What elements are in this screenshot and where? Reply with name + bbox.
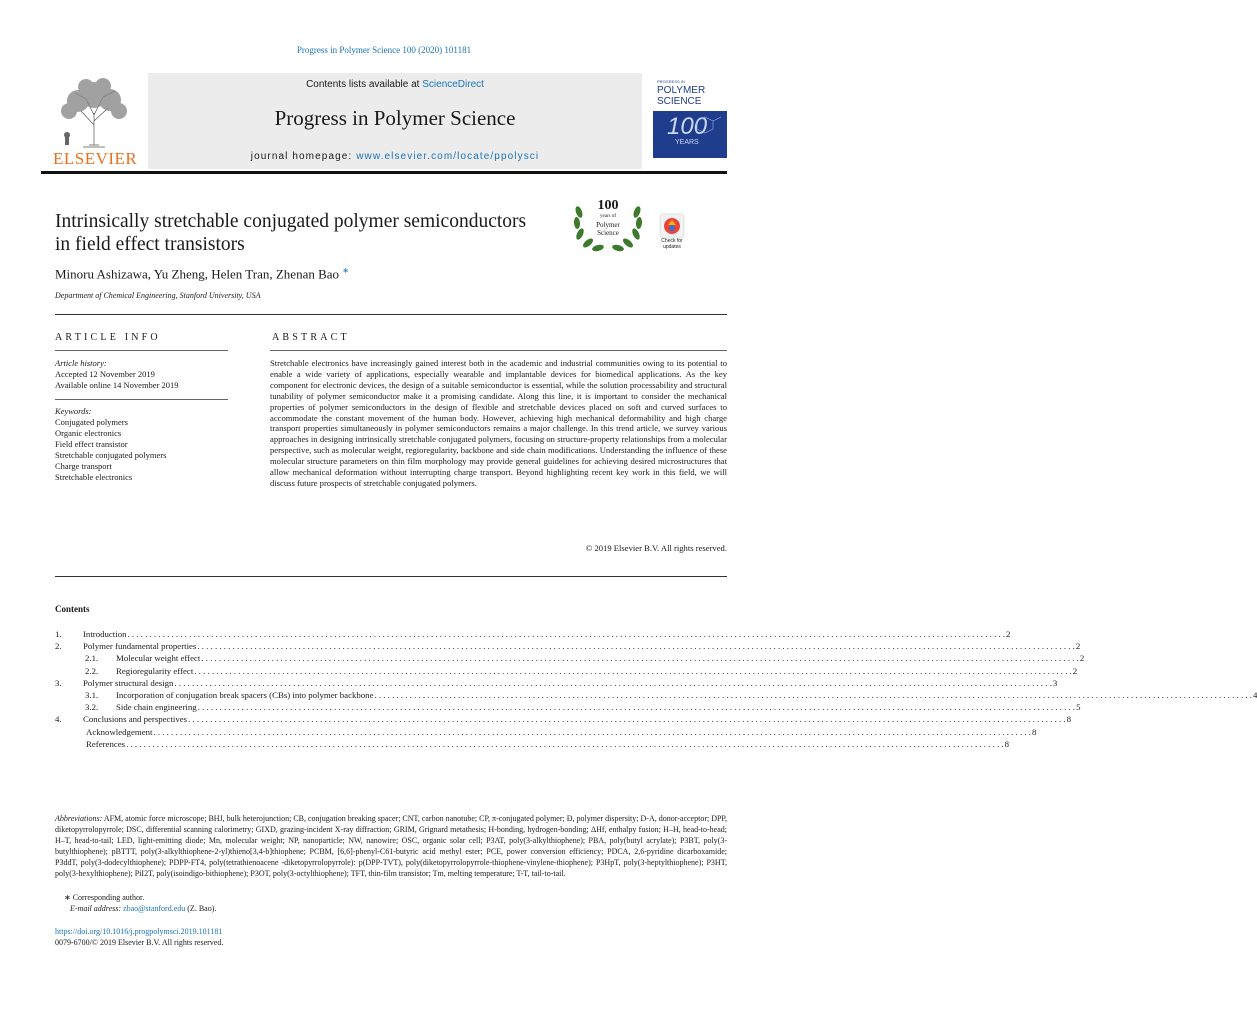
cover-line3: SCIENCE xyxy=(657,96,702,107)
title-line-2: in field effect transistors xyxy=(55,234,245,255)
abstract-text: Stretchable electronics have increasingly gained interest both in the academic and industrial communities owing to its potential to enable a wide variety of applications, especially wearable and implantable devices for biomedical applications. As the key component for electronic devices, the design of a suitable semiconductor is essential, while the solution processability and structural tunability of polymer semiconductor make it a promising candidate. Along this line, it is important to consider the mechanical properties of polymer semiconductors in the design of flexible and stretchable devices placed on soft and curved surfaces to accommodate the constant movement of the human body. However, achieving high mechanical deformability and high charge transport properties simultaneously in polymer semiconductors remains a major challenge. In this trend article, we survey various approaches in designing intrinsically stretchable conjugated polymers, focusing on structure-property relationships from a molecular perspective, such as molecular weight, regioregularity, backbone and side chain modifications. Understanding the influence of these molecular structure parameters on thin film morphology may provide general guidelines for achieving desired microstructures that allow mechanical deformation without interrupting charge transport. Beyond highlighting recent key work in this field, we will discuss future prospects of stretchable conjugated polymers. xyxy=(270,358,727,488)
toc-entry-page: 4 xyxy=(1252,690,1257,700)
affiliation: Department of Chemical Engineering, Stanford University, USA xyxy=(55,291,261,300)
email-suffix: (Z. Bao). xyxy=(185,904,217,913)
toc-entry-label[interactable]: References xyxy=(86,738,126,749)
toc-entry-number: 2.2. xyxy=(85,665,99,676)
authors-text: Minoru Ashizawa, Yu Zheng, Helen Tran, Zhenan Bao xyxy=(55,266,340,282)
keywords-label: Keywords: xyxy=(55,406,92,416)
cover-line1: PROGRESS IN xyxy=(657,79,685,84)
article-info-rule xyxy=(55,350,228,351)
toc-entry-number: 1. xyxy=(55,629,62,639)
toc-entry-label[interactable]: Polymer fundamental properties xyxy=(83,641,197,652)
toc-entry-page: 5 xyxy=(1076,702,1081,713)
cover-years: YEARS xyxy=(675,139,699,146)
hundred-years-badge xyxy=(569,192,647,254)
toc-entry-label[interactable]: Conclusions and perspectives xyxy=(83,714,188,725)
toc-leader-dots: . . . . . . . . . . . . . . . . . . . . . . . . . . . . . . . . . . . . . . . . . . . . . . . . . . . . . . . . . . . . . . . . . . . . . . . . . . . . . . . . . . . . . . . . . . . . . . . . . . . . . . . . . . . . . . . . . . . . . . . . . . . . . . . . . . . . . . . . . . . . . . . . . . . . . . . . . . . . . . . . . . . . . . . . . . . . . . . . . . . . . . . . . . . . . . . . . . . . . . . . xyxy=(197,702,1076,713)
toc-entry[interactable] xyxy=(55,629,1011,641)
toc-entry[interactable] xyxy=(55,702,1081,714)
toc-entry-label[interactable]: Regioregularity effect xyxy=(116,665,194,676)
check-updates-line1: Check for xyxy=(661,238,683,244)
cover-number: 100 xyxy=(667,113,708,140)
history-accepted: Accepted 12 November 2019 xyxy=(55,369,155,379)
contents-prefix: Contents lists available at xyxy=(306,79,423,90)
journal-homepage-link[interactable]: www.elsevier.com/locate/ppolysci xyxy=(356,151,540,162)
toc-entry-page: 2 xyxy=(1075,641,1081,652)
toc-entry-number: 2.1. xyxy=(85,653,99,664)
keyword-item: Field effect transistor xyxy=(55,439,128,449)
toc-leader-dots: . . . . . . . . . . . . . . . . . . . . . . . . . . . . . . . . . . . . . . . . . . . . . . . . . . . . . . . . . . . . . . . . . . . . . . . . . . . . . . . . . . . . . . . . . . . . . . . . . . . . . . . . . . . . . . . . . . . . . . . . . . . . . . . . . . . . . . . . . . . . . . . . . . . . . . . . . . . . . . . . . . . . . . . . . . . . . . . . . . . . . . . . . . . . . . . . . . . . . . . . xyxy=(127,629,1005,639)
corresponding-author-note: ∗ Corresponding author. xyxy=(64,893,145,902)
toc-entry-number: 4. xyxy=(55,714,62,725)
keywords-block xyxy=(55,406,166,483)
journal-homepage-line xyxy=(148,151,642,162)
article-title xyxy=(55,210,570,256)
toc-entry-label[interactable]: Molecular weight effect xyxy=(116,653,201,664)
badge-number: 100 xyxy=(597,198,619,213)
abbreviations-label: Abbreviations: xyxy=(55,814,103,823)
toc-entry-number: 2. xyxy=(55,641,62,652)
toc-entry-label[interactable]: Introduction xyxy=(83,629,127,639)
abbreviations-text: AFM, atomic force microscope; BHJ, bulk heterojunction; CB, conjugation breaking spacer; CNT, carbon nanotube; CP, π-conjugated polymer; Đ, polymer dispersity; D-A, donor-acceptor; DPP, diketopyrrolopyrrole; DSC, differential scanning calorimetry; GIXD, grazing-incident X-ray diffraction; GRIM, Grignard metathesis; H-bonding, hydrogen-bonding; ΔHf, enthalpy fusion; H–H, head-to-head; H–T, head-to-tail; LED, light-emitting diode; Mn, molecular weight; NP, nanoparticle; NW, nanowire; OSC, organic solar cell; P3AT, poly(3-alkylthiophene); PBA, poly(butyl acrylate); P3BT, poly(3-butylthiophene); pBTTT, poly(3-alkylthiophene-2-yl)thieno[3,4-b]thiophene; PCBM, [6,6]-phenyl-C61-butyric acid methyl ester; PCE, power conversion efficiency; PDCA, 2,6-pyridine dicarboxamide; P3ddT, poly(3-dodecylthiophene); PDPP-FT4, poly(tetrathienoacene -diketopyrrolopyrrole): p(DPP-TVT), poly(diketopyrrolopyrrole-thiophene-vinylene-thiophene); P3HpT, poly(3-heptylthiophene); P3HT, poly(3-hexylthiophene); PiI2T, poly(isoindigo-bithiophene); P3OT, poly(3-octylthiophene); TFT, thin-film transistor; Tm, melting temperature; T-T, tail-to-tail. xyxy=(55,814,727,878)
toc-entry[interactable] xyxy=(55,726,1037,739)
toc-entry-label[interactable]: Polymer structural design xyxy=(83,677,174,688)
abbreviations-footnote xyxy=(55,813,727,879)
toc-entry[interactable] xyxy=(55,677,1058,690)
toc-entry-label[interactable]: Acknowledgement xyxy=(86,726,153,737)
toc-entry[interactable] xyxy=(55,653,1085,665)
keyword-item: Conjugated polymers xyxy=(55,417,128,427)
title-line-1: Intrinsically stretchable conjugated polymer semiconductors xyxy=(55,211,527,232)
abstract-heading: ABSTRACT xyxy=(272,332,350,343)
toc-entry-label[interactable]: Side chain engineering xyxy=(116,702,197,713)
email-label: E-mail address: xyxy=(70,904,124,913)
author-list xyxy=(55,266,349,282)
toc-entry[interactable] xyxy=(55,641,1081,653)
email-link[interactable]: zbao@stanford.edu xyxy=(123,904,186,913)
doi-link[interactable]: https://doi.org/10.1016/j.progpolymsci.2019.101181 xyxy=(55,927,223,936)
cover-molecule-graphic xyxy=(653,111,727,166)
badge-line1: Polymer xyxy=(596,221,620,229)
homepage-prefix: journal homepage: xyxy=(250,151,357,162)
history-online: Available online 14 November 2019 xyxy=(55,380,179,390)
check-updates-line2: updates xyxy=(663,244,681,250)
toc-entry-page: 8 xyxy=(1031,726,1037,737)
badge-line2: Science xyxy=(597,229,619,237)
toc-entry-page: 2 xyxy=(1006,629,1011,639)
corresponding-author-mark[interactable]: ∗ xyxy=(342,266,349,275)
article-info-heading: ARTICLE INFO xyxy=(55,332,161,343)
toc-leader-dots: . . . . . . . . . . . . . . . . . . . . . . . . . . . . . . . . . . . . . . . . . . . . . . . . . . . . . . . . . . . . . . . . . . . . . . . . . . . . . . . . . . . . . . . . . . . . . . . . . . . . . . . . . . . . . . . . . . . . . . . . . . . . . . . . . . . . . . . . . . . . . . . . . . . . . . . . . . . . . . . . . . . . . . . . . . . . . . . . . . . . . . . . . . . . . . . . . . . . . . . . xyxy=(201,653,1079,664)
section-rule-bottom xyxy=(55,576,727,577)
toc-entry[interactable] xyxy=(55,690,1257,702)
toc-leader-dots: . . . . . . . . . . . . . . . . . . . . . . . . . . . . . . . . . . . . . . . . . . . . . . . . . . . . . . . . . . . . . . . . . . . . . . . . . . . . . . . . . . . . . . . . . . . . . . . . . . . . . . . . . . . . . . . . . . . . . . . . . . . . . . . . . . . . . . . . . . . . . . . . . . . . . . . . . . . . . . . . . . . . . . . . . . . . . . . . . . . . . . . . . . . . . . . . . . . . . . . . xyxy=(126,738,1004,749)
keyword-item: Organic electronics xyxy=(55,428,122,438)
keyword-item: Stretchable conjugated polymers xyxy=(55,450,167,460)
keyword-item: Stretchable electronics xyxy=(55,472,133,482)
journal-cover-image[interactable] xyxy=(653,73,727,166)
running-head[interactable] xyxy=(0,45,768,55)
check-for-updates-button[interactable] xyxy=(652,213,692,253)
check-for-updates-icon xyxy=(652,213,692,239)
toc-entry-page: 2 xyxy=(1079,653,1085,664)
journal-name: Progress in Polymer Science xyxy=(274,106,516,130)
contents-heading: Contents xyxy=(55,604,90,614)
running-head-link[interactable]: Progress in Polymer Science 100 (2020) 101181 xyxy=(296,45,472,55)
elsevier-wordmark: ELSEVIER xyxy=(53,149,138,168)
doi-line[interactable] xyxy=(55,927,222,936)
header-rule xyxy=(41,171,727,174)
toc-entry[interactable] xyxy=(55,665,1078,678)
toc-leader-dots: . . . . . . . . . . . . . . . . . . . . . . . . . . . . . . . . . . . . . . . . . . . . . . . . . . . . . . . . . . . . . . . . . . . . . . . . . . . . . . . . . . . . . . . . . . . . . . . . . . . . . . . . . . . . . . . . . . . . . . . . . . . . . . . . . . . . . . . . . . . . . . . . . . . . . . . . . . . . . . . . . . . . . . . . . . . . . . . . . . . . . . . . . . . . . . . . . . . . . . . . xyxy=(194,665,1072,676)
keywords-rule xyxy=(55,399,228,400)
email-line xyxy=(70,904,216,913)
toc-leader-dots: . . . . . . . . . . . . . . . . . . . . . . . . . . . . . . . . . . . . . . . . . . . . . . . . . . . . . . . . . . . . . . . . . . . . . . . . . . . . . . . . . . . . . . . . . . . . . . . . . . . . . . . . . . . . . . . . . . . . . . . . . . . . . . . . . . . . . . . . . . . . . . . . . . . . . . . . . . . . . . . . . . . . . . . . . . . . . . . . . . . . . . . . . . . . . . . . . . . . . . . . xyxy=(197,641,1075,652)
badge-small-text: years of xyxy=(600,214,616,219)
toc-leader-dots: . . . . . . . . . . . . . . . . . . . . . . . . . . . . . . . . . . . . . . . . . . . . . . . . . . . . . . . . . . . . . . . . . . . . . . . . . . . . . . . . . . . . . . . . . . . . . . . . . . . . . . . . . . . . . . . . . . . . . . . . . . . . . . . . . . . . . . . . . . . . . . . . . . . . . . . . . . . . . . . . . . . . . . . . . . . . . . . . . . . . . . . . . . . . . . . . . . . . . . . . xyxy=(188,714,1066,725)
toc-entry[interactable] xyxy=(55,714,1071,726)
toc-entry-page: 3 xyxy=(1052,677,1058,688)
toc-entry-label[interactable]: Incorporation of conjugation break spacers (CBs) into polymer backbone xyxy=(116,690,374,700)
cover-line2: POLYMER xyxy=(657,85,706,96)
history-label: Article history: xyxy=(55,358,107,368)
toc-entry[interactable] xyxy=(55,738,1009,751)
abstract-rule xyxy=(270,350,727,351)
section-rule-top xyxy=(55,314,727,315)
toc-leader-dots: . . . . . . . . . . . . . . . . . . . . . . . . . . . . . . . . . . . . . . . . . . . . . . . . . . . . . . . . . . . . . . . . . . . . . . . . . . . . . . . . . . . . . . . . . . . . . . . . . . . . . . . . . . . . . . . . . . . . . . . . . . . . . . . . . . . . . . . . . . . . . . . . . . . . . . . . . . . . . . . . . . . . . . . . . . . . . . . . . . . . . . . . . . . . . . . . . . . . . . . . xyxy=(174,677,1052,688)
toc-entry-page: 8 xyxy=(1004,738,1009,749)
abstract-copyright: © 2019 Elsevier B.V. All rights reserved. xyxy=(585,543,727,553)
sciencedirect-link[interactable]: ScienceDirect xyxy=(422,79,484,90)
toc-entry-number: 3. xyxy=(55,677,62,688)
keyword-item: Charge transport xyxy=(55,461,112,471)
article-history xyxy=(55,358,179,391)
issn-copyright-line: 0079-6700/© 2019 Elsevier B.V. All rights reserved. xyxy=(55,938,224,947)
toc-entry-page: 8 xyxy=(1066,714,1071,725)
contents-available-line xyxy=(148,79,642,90)
toc-entry-number: 3.1. xyxy=(85,690,99,700)
toc-leader-dots: . . . . . . . . . . . . . . . . . . . . . . . . . . . . . . . . . . . . . . . . . . . . . . . . . . . . . . . . . . . . . . . . . . . . . . . . . . . . . . . . . . . . . . . . . . . . . . . . . . . . . . . . . . . . . . . . . . . . . . . . . . . . . . . . . . . . . . . . . . . . . . . . . . . . . . . . . . . . . . . . . . . . . . . . . . . . . . . . . . . . . . . . . . . . . . . . . . . . . . . . xyxy=(374,690,1252,700)
toc-leader-dots: . . . . . . . . . . . . . . . . . . . . . . . . . . . . . . . . . . . . . . . . . . . . . . . . . . . . . . . . . . . . . . . . . . . . . . . . . . . . . . . . . . . . . . . . . . . . . . . . . . . . . . . . . . . . . . . . . . . . . . . . . . . . . . . . . . . . . . . . . . . . . . . . . . . . . . . . . . . . . . . . . . . . . . . . . . . . . . . . . . . . . . . . . . . . . . . . . . . . . . . . xyxy=(153,726,1031,737)
toc-entry-number: 3.2. xyxy=(85,702,99,713)
toc-entry-page: 2 xyxy=(1072,665,1078,676)
